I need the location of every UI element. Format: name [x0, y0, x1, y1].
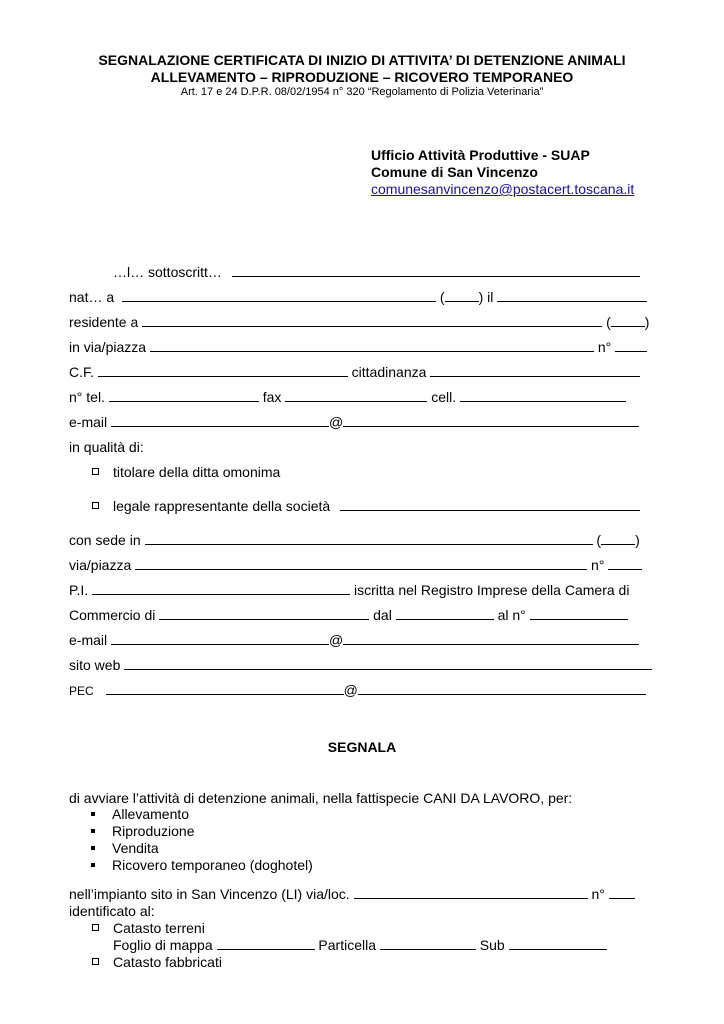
field-impianto-numero[interactable]: [609, 886, 635, 899]
field-luogo-nascita[interactable]: [122, 289, 436, 302]
row-impianto: [69, 886, 635, 902]
bullet-icon: [91, 829, 95, 833]
option-titolare[interactable]: [92, 464, 280, 480]
list-item: [91, 806, 189, 822]
field-numero-sede[interactable]: [608, 557, 642, 570]
field-pec-domain[interactable]: [358, 682, 646, 695]
field-fax[interactable]: [285, 389, 427, 402]
field-camera-commercio[interactable]: [159, 607, 369, 620]
label-dal: dal: [373, 607, 392, 623]
label-fax: fax: [262, 389, 282, 405]
label-numero-sede: n°: [591, 557, 605, 573]
paren-close: ): [644, 314, 650, 330]
option-catasto-fabbricati[interactable]: [92, 954, 222, 970]
field-sito-web[interactable]: [124, 657, 652, 670]
label-email2: e-mail: [69, 632, 108, 648]
row-foglio: [113, 937, 607, 953]
field-pec-user[interactable]: [106, 682, 344, 695]
field-numero-civico[interactable]: [615, 339, 647, 352]
label-iscritta: iscritta nel Registro Imprese della Camera di: [353, 582, 630, 598]
label-il: il: [487, 289, 494, 305]
checkbox-icon[interactable]: [92, 502, 99, 509]
bullet-icon: [91, 846, 95, 850]
label-particella: Particella: [318, 937, 376, 953]
label-tel: n° tel.: [69, 389, 105, 405]
row-sito: [69, 657, 652, 673]
field-particella[interactable]: [380, 937, 476, 950]
label-via: in via/piazza: [69, 339, 147, 355]
segnala-intro: di avviare l’attività di detenzione animali, nella fattispecie CANI DA LAVORO, per:: [69, 790, 573, 806]
label-legale: legale rappresentante della società: [113, 498, 331, 514]
field-sottoscritto[interactable]: [232, 264, 640, 277]
option-legale[interactable]: [92, 498, 640, 514]
field-provincia-sede[interactable]: [601, 532, 635, 545]
row-sottoscritto: [113, 264, 640, 280]
option-catasto-terreni[interactable]: [92, 920, 205, 936]
bullet-icon: [91, 863, 95, 867]
label-sito-web: sito web: [69, 657, 121, 673]
list-item: [91, 857, 313, 873]
label-sottoscritto: …l… sottoscritt…: [113, 264, 222, 280]
field-partita-iva[interactable]: [92, 582, 350, 595]
row-cf: [69, 364, 640, 380]
at-sign: @: [329, 632, 344, 648]
row-pi: [69, 582, 629, 598]
row-residente: [69, 314, 649, 330]
row-email2: [69, 632, 639, 648]
at-sign: @: [329, 414, 344, 430]
field-data-nascita[interactable]: [497, 289, 647, 302]
field-sede[interactable]: [145, 532, 593, 545]
label-email: e-mail: [69, 414, 108, 430]
row-sede: [69, 532, 640, 548]
label-foglio: Foglio di mappa: [113, 937, 213, 953]
row-via: [69, 339, 647, 355]
checkbox-icon[interactable]: [92, 958, 99, 965]
label-catasto-fabbricati: Catasto fabbricati: [113, 954, 222, 970]
field-telefono[interactable]: [109, 389, 259, 402]
field-societa[interactable]: [340, 498, 640, 511]
field-cittadinanza[interactable]: [430, 364, 640, 377]
field-provincia-residenza[interactable]: [611, 314, 645, 327]
field-cellulare[interactable]: [460, 389, 626, 402]
row-contatti: [69, 389, 626, 405]
field-codice-fiscale[interactable]: [98, 364, 348, 377]
label-impianto: nell’impianto sito in San Vincenzo (LI) via/loc.: [69, 886, 350, 902]
label-nato-a: nat… a: [69, 289, 115, 305]
label-cf: C.F.: [69, 364, 94, 380]
recipient-email-link[interactable]: comunesanvincenzo@postacert.toscana.it: [371, 181, 635, 197]
label-con-sede: con sede in: [69, 532, 141, 548]
label-sub: Sub: [479, 937, 505, 953]
list-item-label: Ricovero temporaneo (doghotel): [112, 857, 313, 873]
paren-open: (: [439, 289, 445, 305]
row-via-sede: [69, 557, 642, 573]
label-titolare: titolare della ditta omonima: [113, 464, 281, 480]
recipient-office: Ufficio Attività Produttive - SUAP: [371, 147, 590, 163]
paren-close: ): [635, 532, 640, 548]
field-data-iscrizione[interactable]: [396, 607, 494, 620]
label-pi: P.I.: [69, 582, 89, 598]
list-item: [91, 823, 195, 839]
list-item-label: Vendita: [112, 840, 159, 856]
document-title-line1: SEGNALAZIONE CERTIFICATA DI INIZIO DI ATTIVITA’ DI DETENZIONE ANIMALI: [98, 52, 626, 68]
paren-open: (: [596, 532, 602, 548]
bullet-icon: [91, 812, 95, 816]
field-sub[interactable]: [509, 937, 607, 950]
field-provincia-nascita[interactable]: [445, 289, 479, 302]
label-commercio: Commercio di: [69, 607, 156, 623]
list-item-label: Riproduzione: [112, 823, 195, 839]
recipient-comune: Comune di San Vincenzo: [371, 164, 538, 180]
list-item: [91, 840, 159, 856]
label-in-qualita: in qualità di:: [69, 439, 144, 455]
row-qualita: [69, 439, 144, 455]
label-identificato: identificato al:: [69, 903, 155, 919]
paren-close: ): [478, 289, 484, 305]
label-catasto-terreni: Catasto terreni: [113, 920, 205, 936]
list-item-label: Allevamento: [112, 806, 190, 822]
field-email-domain[interactable]: [343, 414, 639, 427]
document-title-line2: ALLEVAMENTO – RIPRODUZIONE – RICOVERO TEMPORANEO: [150, 69, 574, 85]
document-subtitle: Art. 17 e 24 D.P.R. 08/02/1954 n° 320 “Regolamento di Polizia Veterinaria”: [180, 86, 544, 98]
row-pec: [69, 682, 646, 698]
field-foglio[interactable]: [217, 937, 315, 950]
field-impianto-via[interactable]: [354, 886, 588, 899]
field-via[interactable]: [150, 339, 594, 352]
label-cell: cell.: [431, 389, 457, 405]
checkbox-icon[interactable]: [92, 468, 99, 475]
label-al-n: al n°: [497, 607, 526, 623]
row-commercio: [69, 607, 628, 623]
label-numero: n°: [597, 339, 612, 355]
segnala-heading: SEGNALA: [327, 739, 397, 755]
row-email: [69, 414, 639, 430]
label-residente: residente a: [69, 314, 139, 330]
checkbox-icon[interactable]: [92, 924, 99, 931]
field-email2-domain[interactable]: [343, 632, 639, 645]
field-residenza[interactable]: [142, 314, 602, 327]
at-sign: @: [343, 682, 358, 698]
field-via-sede[interactable]: [135, 557, 587, 570]
paren-open: (: [606, 314, 611, 330]
label-pec: PEC: [69, 684, 94, 698]
row-nato: [69, 289, 647, 305]
field-email-user[interactable]: [111, 414, 329, 427]
field-numero-iscrizione[interactable]: [530, 607, 628, 620]
label-cittadinanza: cittadinanza: [351, 364, 427, 380]
label-via-sede: via/piazza: [69, 557, 132, 573]
label-numero-impianto: n°: [591, 886, 605, 902]
field-email2-user[interactable]: [111, 632, 329, 645]
